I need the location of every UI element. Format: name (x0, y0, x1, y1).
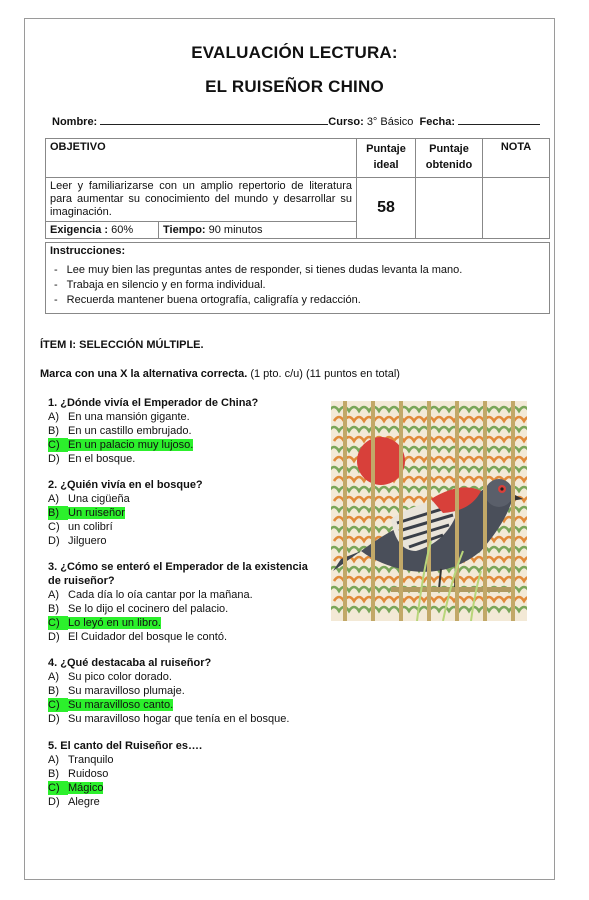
nota-cell[interactable] (483, 178, 550, 239)
objetivo-text: Leer y familiarizarse con un amplio repertorio de literatura para aumentar su conocimiento del mundo y desarrollar su imaginación. (46, 178, 357, 222)
tiempo-value: 90 minutos (208, 224, 263, 236)
option-a[interactable]: A) Cada día lo oía cantar por la mañana. (48, 589, 253, 601)
option-a[interactable]: A) Su pico color dorado. (48, 671, 172, 683)
instruction-item: - Lee muy bien las preguntas antes de responder, si tienes dudas levanta la mano. (68, 263, 545, 278)
nota-header: NOTA (483, 139, 550, 178)
fecha-label: Fecha: (419, 116, 455, 128)
nombre-field[interactable] (100, 114, 328, 125)
option-c-highlighted[interactable]: C) En un palacio muy lujoso. (48, 439, 194, 451)
section-instruction (40, 368, 400, 380)
instructions-label: Instrucciones: (50, 245, 126, 257)
title-line-2: EL RUISEÑOR CHINO (205, 77, 384, 96)
option-b[interactable]: B) En un castillo embrujado. (48, 425, 192, 437)
question-5 (48, 739, 318, 809)
puntaje-obtenido-header: Puntaje obtenido (416, 139, 483, 178)
curso-label: Curso: (328, 116, 364, 128)
option-b[interactable]: B) Se lo dijo el cocinero del palacio. (48, 603, 229, 615)
option-a[interactable]: A) Una cigüeña (48, 493, 130, 505)
question-2 (48, 478, 318, 548)
question-text: 5. El canto del Ruiseñor es…. (48, 740, 203, 752)
option-a[interactable]: A) Tranquilo (48, 754, 114, 766)
instruction-bold: Marca con una X la alternativa correcta. (40, 368, 248, 380)
option-c[interactable]: C) un colibrí (48, 521, 113, 533)
question-text: 2. ¿Quién vivía en el bosque? (48, 479, 203, 491)
question-3 (48, 560, 308, 644)
option-d[interactable]: D) Jilguero (48, 535, 107, 547)
option-d[interactable]: D) El Cuidador del bosque le contó. (48, 631, 227, 643)
objective-table (45, 138, 550, 239)
option-b-highlighted[interactable]: B) Un ruiseñor (48, 507, 125, 519)
exigencia-label: Exigencia : (50, 224, 109, 236)
option-d[interactable]: D) En el bosque. (48, 453, 136, 465)
option-c-highlighted[interactable]: C) Su maravilloso canto. (48, 699, 174, 711)
option-c-highlighted[interactable]: C) Lo leyó en un libro. (48, 617, 161, 629)
instruction-item: - Trabaja en silencio y en forma individual. (68, 278, 545, 293)
question-text: 3. ¿Cómo se enteró el Emperador de la existencia de ruiseñor? (48, 561, 308, 587)
option-b[interactable]: B) Ruidoso (48, 768, 109, 780)
instructions-list (50, 263, 545, 308)
question-1 (48, 396, 318, 466)
instruction-rest: (1 pto. c/u) (11 puntos en total) (250, 368, 400, 380)
option-d[interactable]: D) Su maravilloso hogar que tenía en el bosque. (48, 713, 290, 725)
question-4 (48, 656, 318, 726)
puntaje-ideal-value: 58 (357, 178, 416, 239)
option-b[interactable]: B) Su maravilloso plumaje. (48, 685, 185, 697)
option-d[interactable]: D) Alegre (48, 796, 100, 808)
question-text: 4. ¿Qué destacaba al ruiseñor? (48, 657, 212, 669)
puntaje-ideal-header: Puntaje ideal (357, 139, 416, 178)
tiempo-cell (159, 222, 357, 239)
title-line-1: EVALUACIÓN LECTURA: (191, 43, 398, 62)
instructions-box (45, 242, 550, 314)
curso-value: 3° Básico (366, 116, 414, 128)
red-sun (357, 437, 405, 485)
question-text: 1. ¿Dónde vivía el Emperador de China? (48, 397, 259, 409)
option-c-highlighted[interactable]: C) Mágico (48, 782, 104, 794)
instruction-item: - Recuerda mantener buena ortografía, caligrafía y redacción. (68, 293, 545, 308)
objetivo-header: OBJETIVO (46, 139, 357, 178)
student-info-line (52, 114, 552, 128)
exigencia-cell (46, 222, 159, 239)
puntaje-obtenido-cell[interactable] (416, 178, 483, 239)
exigencia-value: 60% (111, 224, 134, 236)
nightingale-illustration (331, 401, 527, 621)
nombre-label: Nombre: (52, 116, 98, 128)
fecha-field[interactable] (458, 114, 540, 125)
tiempo-label: Tiempo: (163, 224, 206, 236)
section-title: ÍTEM I: SELECCIÓN MÚLTIPLE. (40, 339, 204, 351)
option-a[interactable]: A) En una mansión gigante. (48, 411, 190, 423)
